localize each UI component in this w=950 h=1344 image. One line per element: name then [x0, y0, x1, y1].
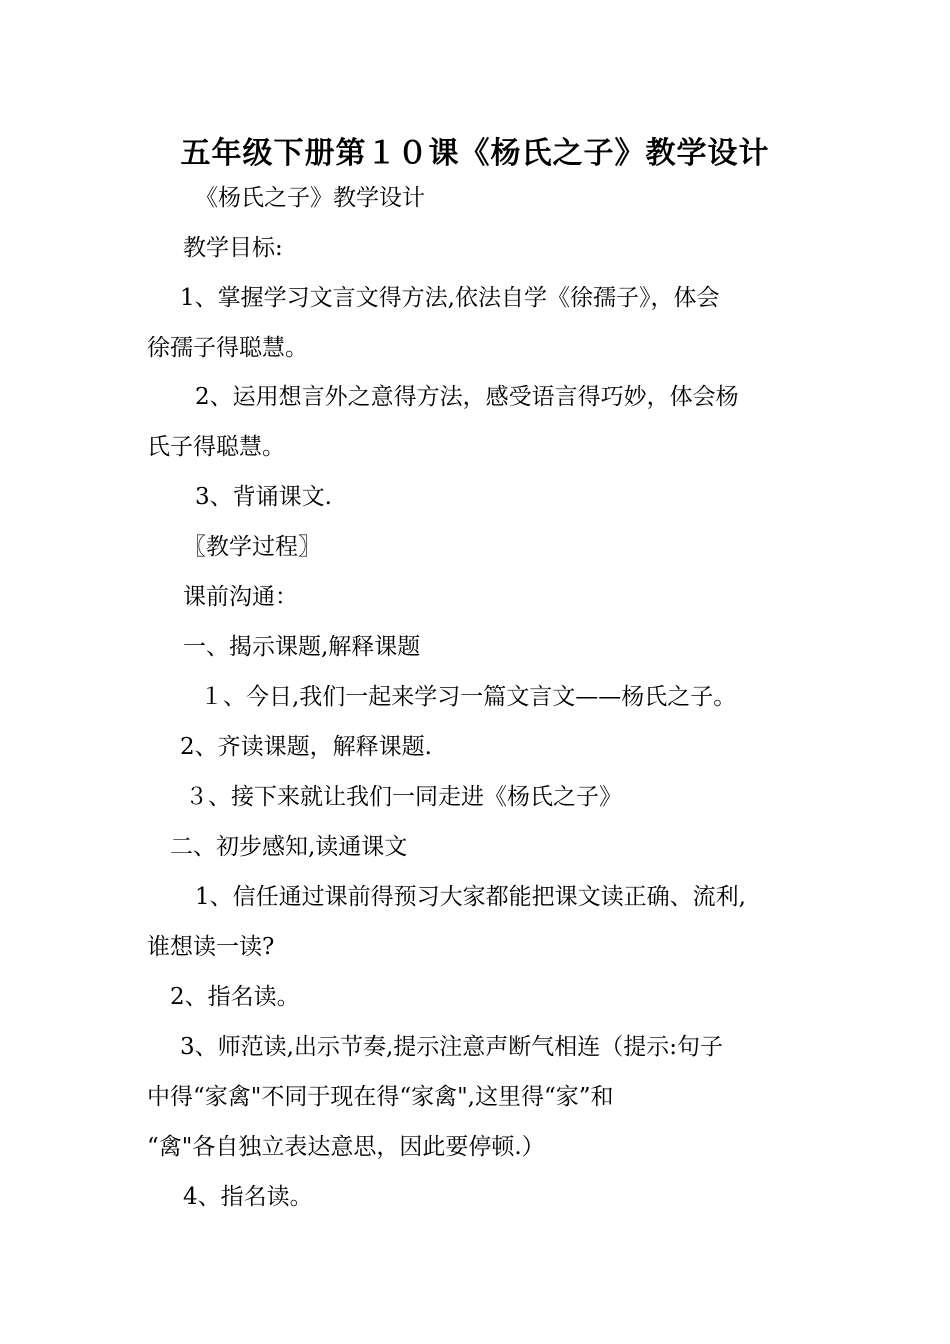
paragraph-line: 3、师范读,出示节奏,提示注意声断气相连（提示:句子 — [180, 1034, 724, 1060]
paragraph-line: 2、运用想言外之意得方法，感受语言得巧妙，体会杨 — [195, 384, 739, 410]
paragraph-line: 谁想读一读? — [147, 934, 275, 960]
paragraph-line: 1、信任通过课前得预习大家都能把课文读正确、流利, — [195, 884, 746, 910]
section-heading: 二、初步感知,读通课文 — [170, 834, 408, 860]
document-title: 五年级下册第１０课《杨氏之子》教学设计 — [180, 136, 770, 171]
section-heading: 课前沟通： — [183, 584, 298, 610]
paragraph-line: 2、齐读课题，解释课题. — [180, 734, 432, 760]
paragraph-line: 氏子得聪慧。 — [147, 434, 285, 460]
paragraph-line: 徐孺子得聪慧。 — [147, 335, 308, 361]
paragraph-line: “禽"各自独立表达意思，因此要停顿.） — [147, 1134, 545, 1160]
paragraph-line: 2、指名读。 — [170, 984, 300, 1010]
section-heading: 一、揭示课题,解释课题 — [183, 634, 421, 660]
section-heading: 教学目标: — [183, 235, 283, 261]
paragraph-line: 1、掌握学习文言文得方法,依法自学《徐孺子》，体会 — [180, 285, 720, 311]
paragraph-line: 4、指名读。 — [183, 1184, 313, 1210]
paragraph-line: 3、背诵课文. — [195, 484, 332, 510]
paragraph-line: １、今日,我们一起来学习一篇文言文——杨氏之子。 — [200, 684, 737, 710]
subtitle-line: 《杨氏之子》教学设计 — [195, 185, 425, 211]
section-heading: 〖教学过程〗 — [183, 534, 321, 560]
paragraph-line: ３、接下来就让我们一同走进《杨氏之子》 — [185, 784, 622, 810]
paragraph-line: 中得“家禽"不同于现在得“家禽",这里得“家”和 — [147, 1084, 614, 1110]
